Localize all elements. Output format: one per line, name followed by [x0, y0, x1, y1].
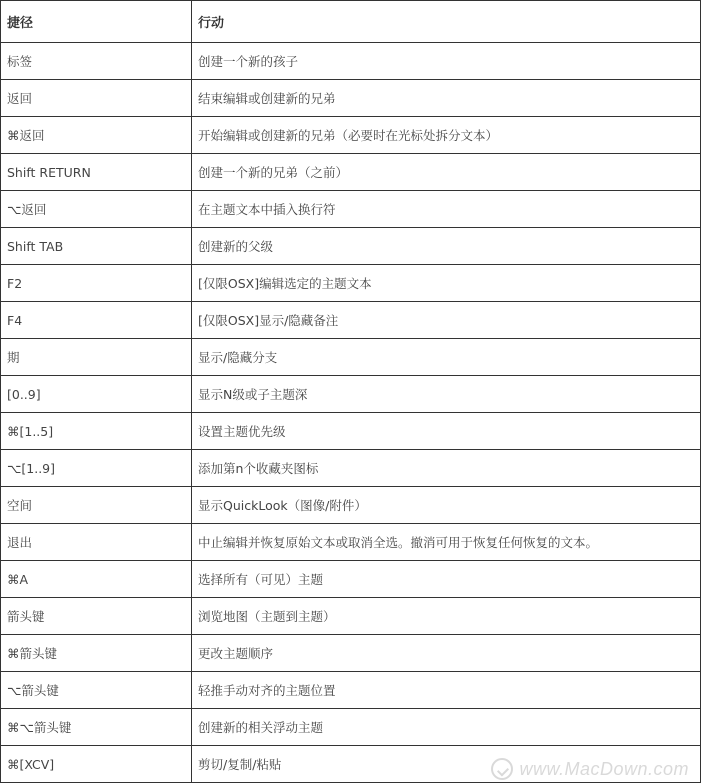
- action-cell: 显示/隐藏分支: [192, 339, 701, 376]
- action-cell: [仅限OSX]显示/隐藏备注: [192, 302, 701, 339]
- shortcut-cell: ⌘返回: [1, 117, 192, 154]
- shortcut-cell: Shift RETURN: [1, 154, 192, 191]
- action-cell: 创建新的相关浮动主题: [192, 709, 701, 746]
- shortcut-cell: ⌘箭头键: [1, 635, 192, 672]
- shortcut-cell: ⌘⌥箭头键: [1, 709, 192, 746]
- table-row: [1, 672, 701, 709]
- table-row: [1, 413, 701, 450]
- watermark: [491, 758, 689, 780]
- shortcut-cell: ⌥箭头键: [1, 672, 192, 709]
- macdown-logo-icon: [491, 758, 513, 780]
- table-row: [1, 339, 701, 376]
- shortcut-cell: ⌘A: [1, 561, 192, 598]
- shortcut-cell: 箭头键: [1, 598, 192, 635]
- shortcut-cell: ⌥返回: [1, 191, 192, 228]
- table-row: [1, 635, 701, 672]
- action-cell: 轻推手动对齐的主题位置: [192, 672, 701, 709]
- table-row: [1, 487, 701, 524]
- action-cell: 创建新的父级: [192, 228, 701, 265]
- header-shortcut: 捷径: [1, 1, 192, 43]
- table-row: [1, 598, 701, 635]
- table-row: [1, 450, 701, 487]
- table-row: [1, 80, 701, 117]
- shortcut-cell: ⌘[1..5]: [1, 413, 192, 450]
- shortcut-cell: ⌥[1..9]: [1, 450, 192, 487]
- table-row: [1, 265, 701, 302]
- action-cell: 在主题文本中插入换行符: [192, 191, 701, 228]
- table-row: [1, 302, 701, 339]
- watermark-text: www.MacDown.com: [519, 758, 689, 779]
- action-cell: 选择所有（可见）主题: [192, 561, 701, 598]
- table-row: [1, 191, 701, 228]
- action-cell: 设置主题优先级: [192, 413, 701, 450]
- table-row: [1, 376, 701, 413]
- shortcut-cell: F4: [1, 302, 192, 339]
- action-cell: 开始编辑或创建新的兄弟（必要时在光标处拆分文本）: [192, 117, 701, 154]
- action-cell: 中止编辑并恢复原始文本或取消全选。撤消可用于恢复任何恢复的文本。: [192, 524, 701, 561]
- shortcut-cell: F2: [1, 265, 192, 302]
- table-row: [1, 154, 701, 191]
- action-cell: 添加第n个收藏夹图标: [192, 450, 701, 487]
- action-cell: 显示N级或子主题深: [192, 376, 701, 413]
- shortcut-cell: 期: [1, 339, 192, 376]
- shortcut-cell: 退出: [1, 524, 192, 561]
- action-cell: 浏览地图（主题到主题）: [192, 598, 701, 635]
- shortcut-cell: ⌘[XCV]: [1, 746, 192, 783]
- action-cell: 创建一个新的孩子: [192, 43, 701, 80]
- action-cell: 剪切/复制/粘贴: [192, 746, 701, 783]
- table-row: [1, 709, 701, 746]
- action-cell: 结束编辑或创建新的兄弟: [192, 80, 701, 117]
- action-cell: 更改主题顺序: [192, 635, 701, 672]
- action-cell: [仅限OSX]编辑选定的主题文本: [192, 265, 701, 302]
- action-cell: 创建一个新的兄弟（之前）: [192, 154, 701, 191]
- table-row: [1, 43, 701, 80]
- shortcut-cell: 空间: [1, 487, 192, 524]
- table-row: [1, 524, 701, 561]
- table-row: [1, 228, 701, 265]
- shortcut-cell: [0..9]: [1, 376, 192, 413]
- shortcut-cell: 返回: [1, 80, 192, 117]
- shortcut-cell: 标签: [1, 43, 192, 80]
- action-cell: 显示QuickLook（图像/附件）: [192, 487, 701, 524]
- table-row: [1, 561, 701, 598]
- table-header-row: [1, 1, 701, 43]
- table-row: [1, 117, 701, 154]
- header-action: 行动: [192, 1, 701, 43]
- shortcut-cell: Shift TAB: [1, 228, 192, 265]
